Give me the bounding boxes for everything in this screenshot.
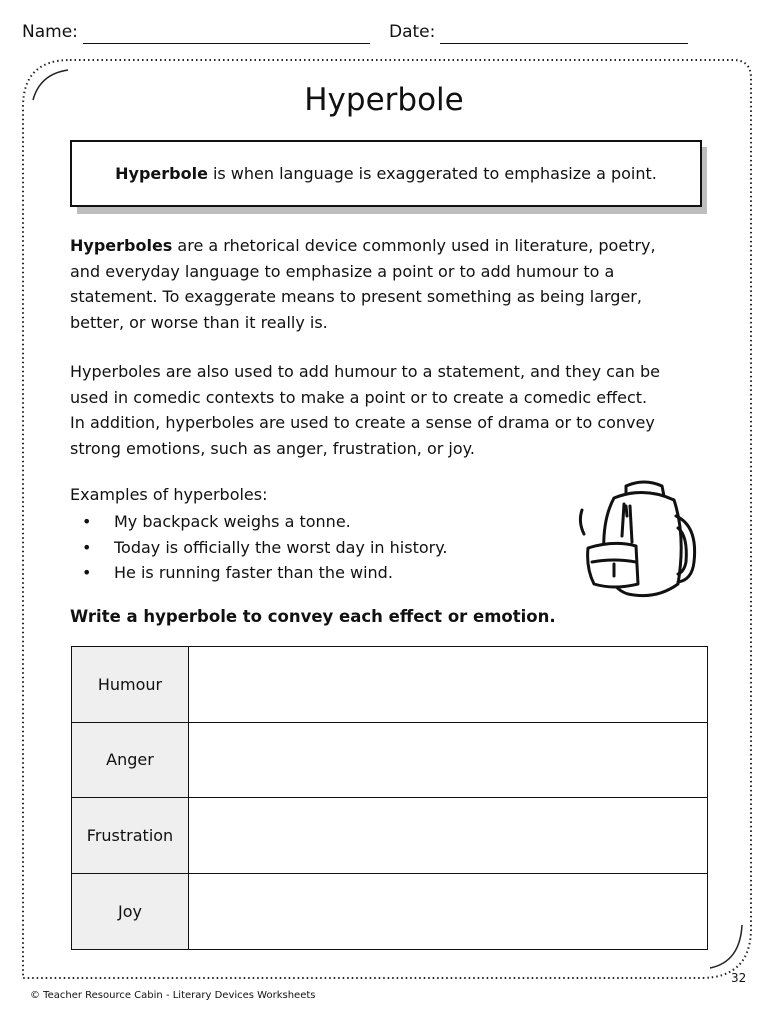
instruction: Write a hyperbole to convey each effect or emotion. [70,607,556,626]
list-item [82,509,448,535]
paragraph-1-line: statement. To exaggerate means to present something as being larger, [70,287,642,306]
answer-cell-frustration[interactable] [189,798,707,873]
list-item [82,560,448,586]
table-row [72,723,707,799]
answer-table [71,646,708,950]
row-label: Humour [72,647,189,722]
example-text: Today is officially the worst day in history. [114,537,448,557]
table-row [72,647,707,723]
list-item [82,535,448,561]
paragraph-2-line: used in comedic contexts to make a point or to create a comedic effect. [70,387,648,407]
paragraph-2-line: In addition, hyperboles are used to create a sense of drama or to convey [70,413,655,432]
date-label: Date: [389,22,436,42]
paragraph-1 [70,233,710,335]
paragraph-2 [70,359,710,461]
bullet: • [82,512,92,531]
row-label: Anger [72,723,189,798]
definition-box [70,140,702,207]
name-label: Name: [22,22,78,42]
example-text: My backpack weighs a tonne. [114,512,351,531]
row-label: Joy [72,874,189,950]
row-label: Frustration [72,798,189,873]
examples-list [82,509,448,586]
answer-cell-humour[interactable] [189,647,707,722]
definition-term: Hyperbole [115,164,208,183]
paragraph-1-line: and everyday language to emphasize a point or to add humour to a [70,261,615,281]
example-text: He is running faster than the wind. [114,563,393,582]
backpack-icon [574,476,704,606]
definition-text: is when language is exaggerated to emphasize a point. [212,164,657,183]
answer-cell-anger[interactable] [189,723,707,798]
paragraph-2-line: strong emotions, such as anger, frustration, or joy. [70,438,475,458]
paragraph-1-line: better, or worse than it really is. [70,312,328,332]
examples-label: Examples of hyperboles: [70,485,268,504]
paragraph-2-line: Hyperboles are also used to add humour to a statement, and they can be [70,362,660,381]
table-row [72,798,707,874]
paragraph-1-term: Hyperboles [70,236,173,255]
page-title: Hyperbole [304,82,464,118]
footer-credit: © Teacher Resource Cabin - Literary Devices Worksheets [30,990,316,1001]
bullet: • [82,537,92,557]
paragraph-1-line: are a rhetorical device commonly used in literature, poetry, [172,236,656,255]
table-row [72,874,707,950]
page-number: 32 [731,971,747,985]
answer-cell-joy[interactable] [189,874,707,950]
bullet: • [82,563,92,582]
